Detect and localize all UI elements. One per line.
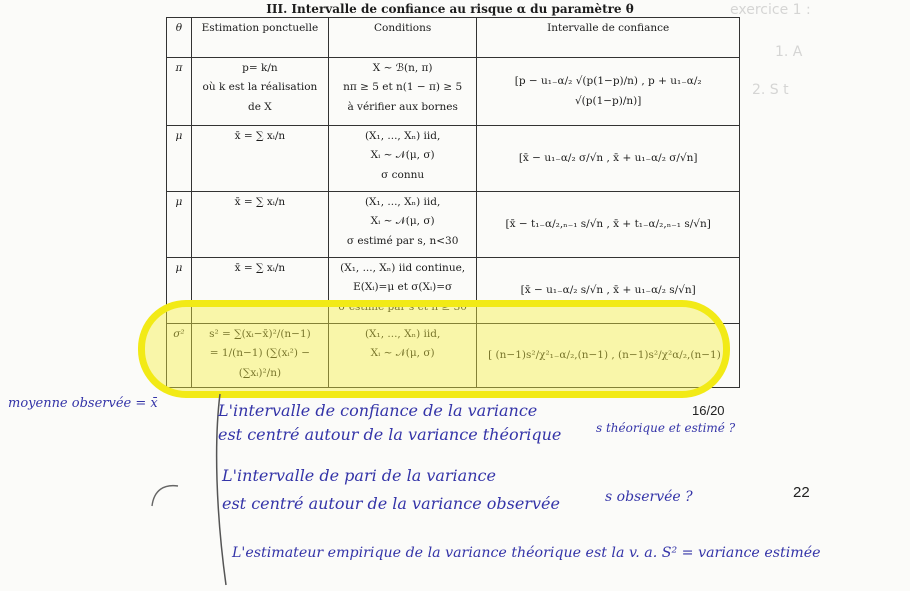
bleed-through-text: 2. S t (752, 82, 789, 98)
estimation-line: s² = ∑(xᵢ−x̄)²/(n−1) (209, 328, 311, 340)
table-row (167, 58, 740, 126)
row-conditions (328, 126, 476, 192)
condition-line: σ estimé par s, n<30 (346, 234, 459, 247)
row-conditions (328, 324, 476, 388)
table-row (167, 126, 740, 192)
condition-line: Xᵢ ∼ 𝒩(μ, σ) (370, 149, 435, 162)
estimation-line: x̄ = ∑ xᵢ/n (234, 262, 286, 274)
handwritten-line: L'intervalle de confiance de la variance (218, 401, 538, 420)
handwritten-hook (148, 480, 184, 510)
row-conditions (328, 258, 476, 324)
row-estimation (191, 324, 328, 388)
row-estimation (191, 126, 328, 192)
handwritten-line: L'estimateur empirique de la variance théorique est la v. a. S² = variance estimée (232, 545, 821, 561)
condition-line: Xᵢ ∼ 𝒩(μ, σ) (370, 215, 435, 228)
condition-line: (X₁, ..., Xₙ) iid, (364, 196, 441, 208)
table-header-row (167, 18, 740, 58)
estimation-line: x̄ = ∑ xᵢ/n (234, 196, 286, 208)
row-estimation (191, 192, 328, 258)
handwritten-note: s théorique et estimé ? (596, 421, 736, 435)
condition-line: (X₁, ..., Xₙ) iid, (364, 130, 441, 142)
row-interval: [x̄ − u₁₋α/₂ σ/√n , x̄ + u₁₋α/₂ σ/√n] (477, 126, 740, 192)
handwritten-line: L'intervalle de pari de la variance (222, 466, 496, 485)
row-interval: [ (n−1)s²/χ²₁₋α/₂,(n−1) , (n−1)s²/χ²α/₂,(n−1) ] (477, 324, 740, 388)
handwritten-line: est centré autour de la variance observée (222, 494, 560, 513)
condition-line: σ estimé par s et n ≥ 30 (338, 300, 467, 313)
condition-line: E(Xᵢ)=μ et σ(Xᵢ)=σ (353, 281, 453, 294)
table-row (167, 192, 740, 258)
confidence-interval-table (166, 17, 740, 388)
margin-note: moyenne observée = x̄ (8, 396, 158, 411)
row-interval: [x̄ − t₁₋α/₂,ₙ₋₁ s/√n , x̄ + t₁₋α/₂,ₙ₋₁ s/√n] (477, 192, 740, 258)
table-row-highlighted (167, 324, 740, 388)
row-conditions (328, 58, 476, 126)
row-estimation (191, 258, 328, 324)
condition-line: (X₁, ..., Xₙ) iid continue, (340, 262, 466, 274)
row-interval: [p − u₁₋α/₂ √(p(1−p)/n) , p + u₁₋α/₂ √(p(1−p)/n)] (477, 58, 740, 126)
estimation-line: p= k/n (242, 62, 278, 74)
header-estimation: Estimation ponctuelle (191, 18, 328, 58)
condition-line: (X₁, ..., Xₙ) iid, (364, 328, 441, 340)
row-parameter: π (167, 58, 192, 126)
row-parameter: μ (167, 126, 192, 192)
condition-line: X ∼ ℬ(n, π) (372, 62, 433, 74)
estimation-line: où k est la réalisation (202, 81, 318, 94)
estimation-line: x̄ = ∑ xᵢ/n (234, 130, 286, 142)
condition-line: σ connu (381, 168, 425, 181)
condition-line: nπ ≥ 5 et n(1 − π) ≥ 5 (343, 81, 463, 94)
row-conditions (328, 192, 476, 258)
row-interval: [x̄ − u₁₋α/₂ s/√n , x̄ + u₁₋α/₂ s/√n] (477, 258, 740, 324)
bleed-through-text: exercice 1 : (730, 2, 811, 18)
estimation-line: = 1/(n−1) (∑(xᵢ²) − (∑xᵢ)²/n) (209, 347, 311, 379)
section-title: III. Intervalle de confiance au risque α du paramètre θ (266, 2, 634, 16)
condition-line: à vérifier aux bornes (347, 100, 458, 113)
handwritten-note: s observée ? (605, 489, 693, 505)
row-estimation (191, 58, 328, 126)
row-parameter: σ² (167, 324, 192, 388)
condition-line: Xᵢ ∼ 𝒩(μ, σ) (370, 347, 435, 360)
row-parameter: μ (167, 258, 192, 324)
table-row (167, 258, 740, 324)
score-fraction: 16/20 (692, 403, 725, 418)
row-parameter: μ (167, 192, 192, 258)
header-intervalle: Intervalle de confiance (477, 18, 740, 58)
page-number: 22 (793, 484, 810, 501)
estimation-line: de X (248, 100, 272, 113)
header-conditions: Conditions (328, 18, 476, 58)
header-theta: θ (167, 18, 192, 58)
bleed-through-text: 1. A (775, 44, 803, 60)
handwritten-line: est centré autour de la variance théorique (218, 425, 562, 444)
